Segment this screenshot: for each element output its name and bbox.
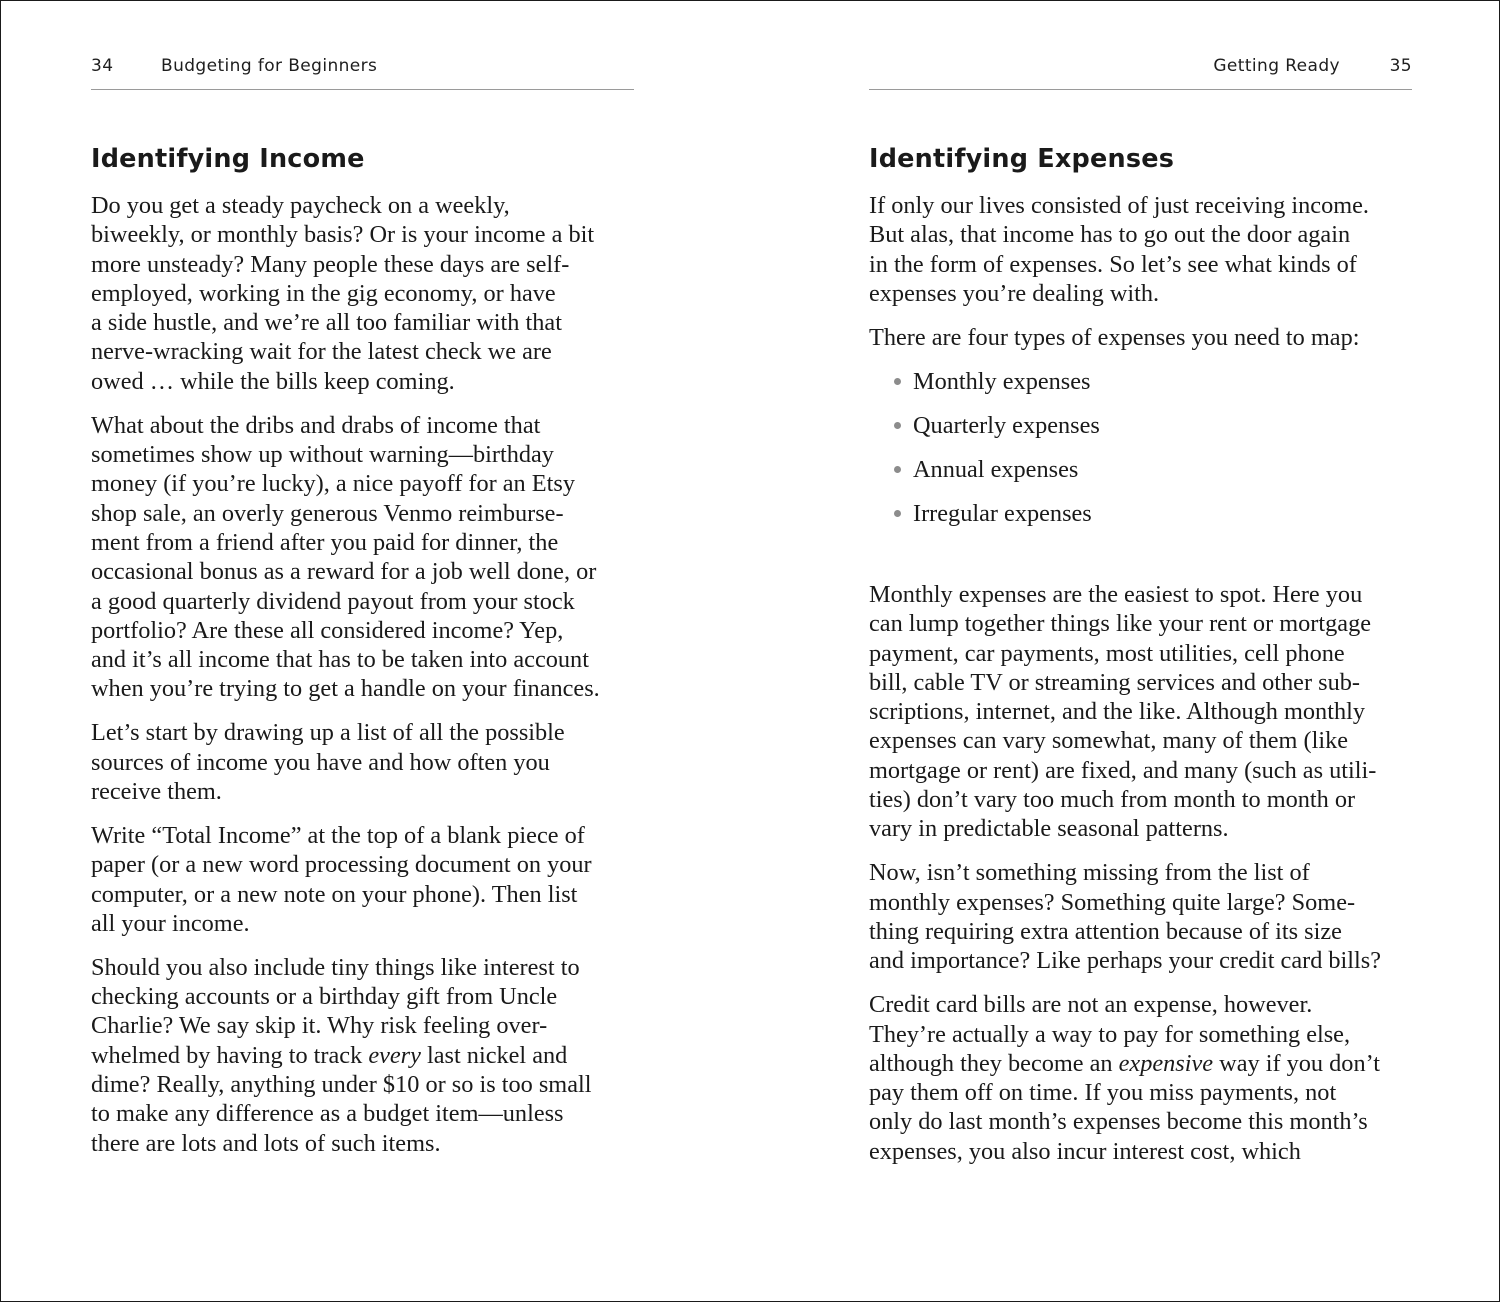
bullet-icon <box>894 422 901 429</box>
paragraph: If only our lives consisted of just receiving income. But alas, that income has to go out the door again in the form of expenses. So let’s see what kinds of expenses you’re dealing with. <box>869 192 1369 307</box>
running-head-right <box>869 55 1412 90</box>
body-text <box>869 191 1429 543</box>
list-item: Irregular expenses <box>869 499 1429 528</box>
bullet-icon <box>894 378 901 385</box>
page-number: 34 <box>91 56 114 76</box>
running-title: Getting Ready <box>1213 56 1340 76</box>
body-text <box>91 191 651 1173</box>
emphasis: every <box>368 1041 421 1069</box>
section-heading: Identifying Expenses <box>869 144 1175 174</box>
section-heading: Identifying Income <box>91 144 365 174</box>
list-item: Quarterly expenses <box>869 411 1429 440</box>
paragraph: Credit card bills are not an expense, however. They’re actually a way to pay for something else, although they become an expensive way if you don’t pay them off on time. If you miss payments, not only do last month’s expenses become this month’s expenses, you also incur interest cost, which <box>869 991 1380 1165</box>
bullet-icon <box>894 510 901 517</box>
paragraph: Write “Total Income” at the top of a blank piece of paper (or a new word processing document on your computer, or a new note on your phone). Then list all your income. <box>91 822 592 937</box>
paragraph: Monthly expenses are the easiest to spot. Here you can lump together things like your rent or mortgage payment, car payments, most utilities, cell phone bill, cable TV or streaming services and other sub- scriptions, internet, and the like. Although monthly expenses can vary somewhat, many of them (like mortgage or rent) are fixed, and many (such as utili- ties) don’t vary too much from month to month or vary in predictable seasonal patterns. <box>869 581 1377 843</box>
paragraph: Now, isn’t something missing from the list of monthly expenses? Something quite large? Some- thing requiring extra attention because of its size and importance? Like perhaps your credit card bills? <box>869 859 1382 975</box>
running-head-left <box>91 55 634 90</box>
paragraph: What about the dribs and drabs of income that sometimes show up without warning—birthday money (if you’re lucky), a nice payoff for an Etsy shop sale, an overly generous Venmo reimburse- ment from a friend after you paid for dinner, the occasional bonus as a reward for a job well done, or a good quarterly dividend payout from your stock portfolio? Are these all considered income? Yep, and it’s all income that has to be taken into account when you’re trying to get a handle on your finances. <box>91 411 600 703</box>
page-number: 35 <box>1389 56 1412 76</box>
paragraph: Do you get a steady paycheck on a weekly, biweekly, or monthly basis? Or is your income a bit more unsteady? Many people these days are self- employed, working in the gig economy, or have a side hustle, and we’re all too familiar with that nerve-wracking wait for the latest check we are owed … while the bills keep coming. <box>91 192 595 395</box>
emphasis: expensive <box>1118 1049 1214 1077</box>
bullet-icon <box>894 466 901 473</box>
paragraph: Should you also include tiny things like interest to checking accounts or a birthday gift from Uncle Charlie? We say skip it. Why risk feeling over- whelmed by having to track every last nickel and dime? Really, anything under $10 or so is too small to make any difference as a budget item—unless there are lots and lots of such items. <box>91 953 592 1157</box>
running-title: Budgeting for Beginners <box>161 56 378 76</box>
list-item: Monthly expenses <box>869 367 1429 396</box>
body-text <box>869 580 1429 1181</box>
list-intro: There are four types of expenses you need to map: <box>869 323 1360 351</box>
list-item: Annual expenses <box>869 455 1429 484</box>
paragraph: Let’s start by drawing up a list of all the possible sources of income you have and how often you receive them. <box>91 719 565 806</box>
expense-types-list <box>869 367 1429 528</box>
